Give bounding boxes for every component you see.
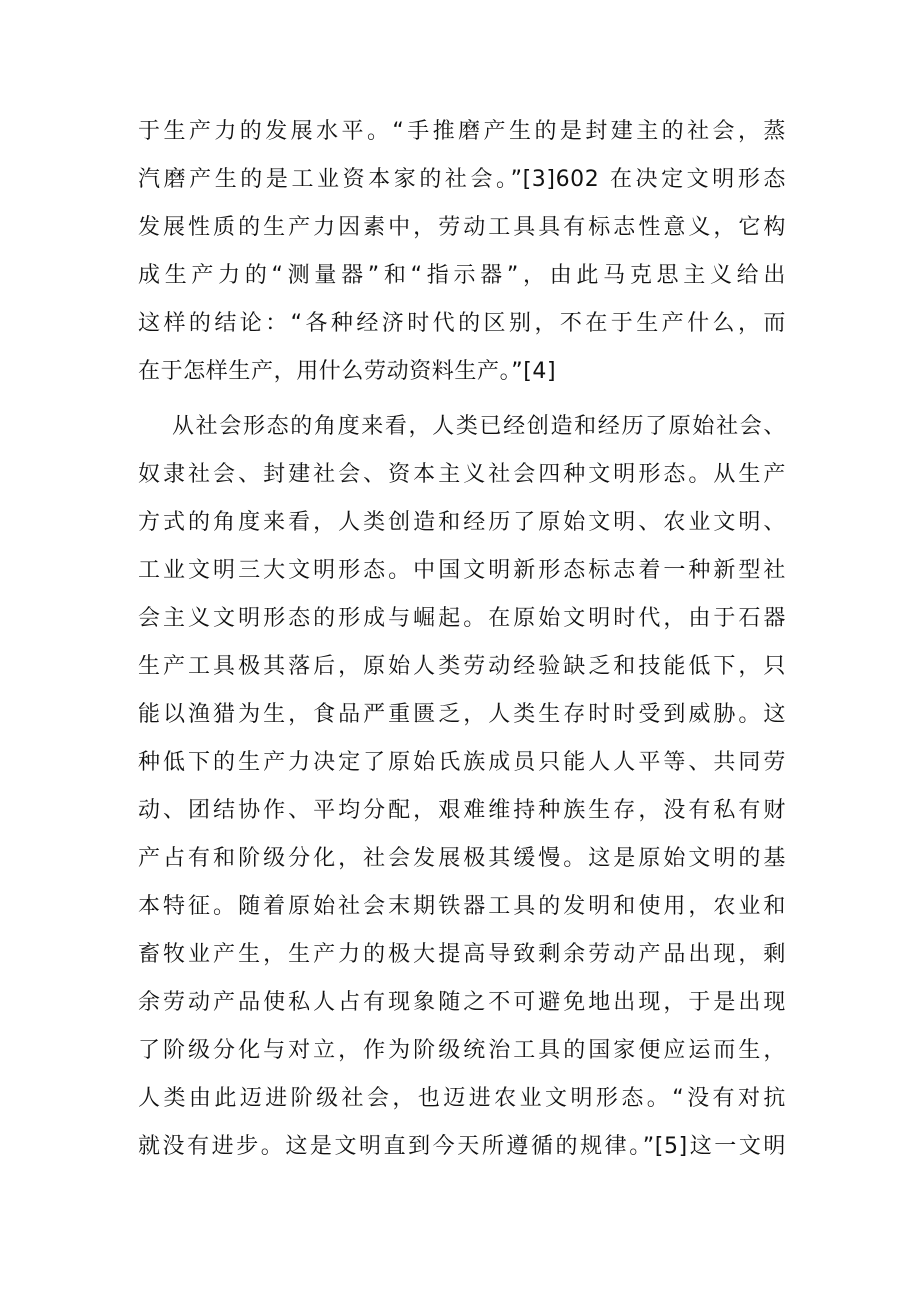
text-line: 人类由此迈进阶级社会，也迈进农业文明形态。“没有对抗 (138, 1086, 786, 1111)
text-line: 就没有进步。这是文明直到今天所遵循的规律。”[5]这一文明 (138, 1134, 786, 1159)
text-line: 在于怎样生产，用什么劳动资料生产。”[4] (138, 359, 557, 384)
text-line: 会主义文明形态的形成与崛起。在原始文明时代，由于石器 (138, 606, 786, 631)
text-line: 了阶级分化与对立，作为阶级统治工具的国家便应运而生， (138, 1038, 786, 1063)
text-line: 这样的结论：“各种经济时代的区别，不在于生产什么，而 (138, 311, 786, 336)
text-line: 产占有和阶级分化，社会发展极其缓慢。这是原始文明的基 (138, 846, 786, 871)
text-line: 方式的角度来看，人类创造和经历了原始文明、农业文明、 (138, 510, 786, 535)
text-line: 成生产力的“测量器”和“指示器”，由此马克思主义给出 (138, 263, 786, 288)
text-line: 发展性质的生产力因素中，劳动工具具有标志性意义，它构 (138, 215, 786, 240)
paragraph-1 (138, 108, 786, 396)
text-line: 奴隶社会、封建社会、资本主义社会四种文明形态。从生产 (138, 462, 786, 487)
text-line: 生产工具极其落后，原始人类劳动经验缺乏和技能低下，只 (138, 654, 786, 679)
text-line: 从社会形态的角度来看，人类已经创造和经历了原始社会、 (172, 414, 786, 439)
text-line: 种低下的生产力决定了原始氏族成员只能人人平等、共同劳 (138, 750, 786, 775)
text-line: 工业文明三大文明形态。中国文明新形态标志着一种新型社 (138, 558, 786, 583)
text-line: 动、团结协作、平均分配，艰难维持种族生存，没有私有财 (138, 798, 786, 823)
text-line: 畜牧业产生，生产力的极大提高导致剩余劳动产品出现，剩 (138, 942, 786, 967)
text-line: 能以渔猎为生，食品严重匮乏，人类生存时时受到威胁。这 (138, 702, 786, 727)
text-line: 余劳动产品使私人占有现象随之不可避免地出现，于是出现 (138, 990, 786, 1015)
text-line: 汽磨产生的是工业资本家的社会。”[3]602 在决定文明形态 (138, 167, 786, 192)
paragraph-2 (138, 403, 786, 1171)
text-line: 于生产力的发展水平。“手推磨产生的是封建主的社会，蒸 (138, 119, 786, 144)
text-line: 本特征。随着原始社会末期铁器工具的发明和使用，农业和 (138, 894, 786, 919)
